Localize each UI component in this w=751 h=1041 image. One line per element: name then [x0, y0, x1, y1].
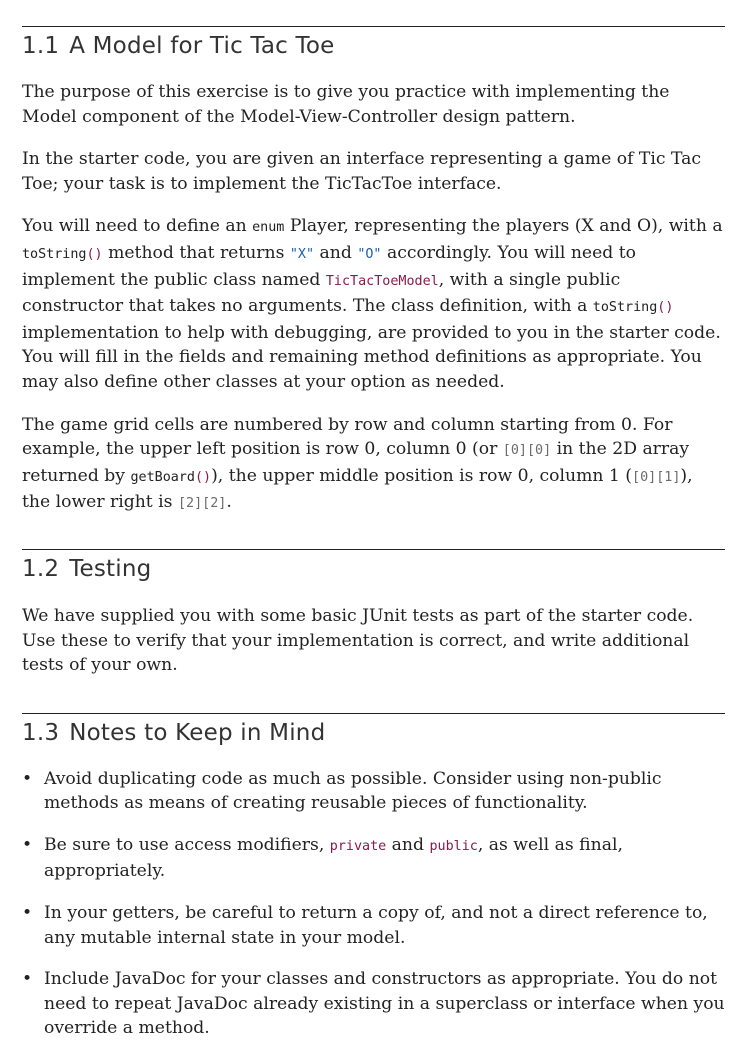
list-item: • In your getters, be careful to return a copy of, and not a direct reference to, any mutable internal state in your model.: [22, 903, 708, 948]
section-heading: [22, 720, 725, 746]
list-item: • Be sure to use access modifiers, private and public, as well as final, appropriately.: [22, 834, 623, 882]
section-heading: [22, 33, 725, 59]
code-enum: enum: [252, 220, 285, 236]
paragraph-starter-code: In the starter code, you are given an interface representing a game of Tic Tac Toe; your task is to implement the TicTacToe interface.: [22, 149, 701, 194]
section-number: 1.3: [22, 719, 60, 746]
list-item: • Include JavaDoc for your classes and constructors as appropriate. You do not need to repeat JavaDoc already existing in a superclass or interface when you override a method.: [22, 969, 725, 1039]
paragraph-grid: The game grid cells are numbered by row and column starting from 0. For example, the upper left position is row 0, column 0 (or [0][0] in the 2D array returned by getBoard()), the upper middle position is row 0, column 1 ([0][1]), the lower right is [2][2].: [22, 414, 693, 513]
section-title: A Model for Tic Tac Toe: [69, 33, 335, 59]
section-model: [22, 0, 725, 517]
paragraph-purpose: The purpose of this exercise is to give you practice with implementing the Model component of the Model-View-Controller design pattern.: [22, 82, 670, 127]
section-heading: [22, 556, 725, 582]
code-index-22: [2][2]: [177, 496, 227, 512]
bullet-icon: •: [22, 768, 33, 789]
bullet-icon: •: [22, 834, 33, 855]
code-tictactoemodel: TicTacToeModel: [325, 273, 439, 289]
section-number: 1.2: [22, 555, 60, 582]
section-testing: [22, 517, 725, 678]
section-title: Testing: [69, 555, 152, 582]
code-private: private: [329, 838, 387, 854]
section-rule: [22, 26, 725, 27]
code-getboard: getBoard(): [130, 469, 212, 485]
bullet-icon: •: [22, 903, 33, 924]
section-number: 1.1: [22, 33, 60, 59]
code-index-00: [0][0]: [502, 443, 552, 459]
code-tostring: toString(): [592, 300, 674, 316]
document-page: [22, 0, 725, 1041]
paragraph-testing: We have supplied you with some basic JUnit tests as part of the starter code. Use these to verify that your implementation is correct, and write additional tests of your own.: [22, 605, 694, 676]
code-tostring: toString(): [22, 246, 103, 262]
code-string-o: "O": [357, 246, 382, 262]
section-rule: [22, 713, 725, 714]
code-index-01: [0][1]: [632, 469, 681, 485]
list-item: • Avoid duplicating code as much as possible. Consider using non-public methods as means of creating reusable pieces of functionality.: [22, 768, 662, 814]
section-notes: [22, 678, 725, 1041]
code-public: public: [429, 838, 478, 854]
section-rule: [22, 549, 725, 550]
code-string-x: "X": [289, 246, 315, 262]
notes-list: [22, 767, 725, 1041]
bullet-icon: •: [22, 969, 33, 990]
paragraph-player-enum: You will need to define an enum Player, representing the players (X and O), with a toString() method that returns "X" and "O" accordingly. You will need to implement the public class named TicTacToeModel, with a single public constructor that takes no arguments. The class definition, with a toString() implementation to help with debugging, are provided to you in the starter code. You will fill in the fields and remaining method definitions as appropriate. You may also define other classes at your option as needed.: [22, 216, 723, 392]
section-title: Notes to Keep in Mind: [69, 719, 326, 746]
